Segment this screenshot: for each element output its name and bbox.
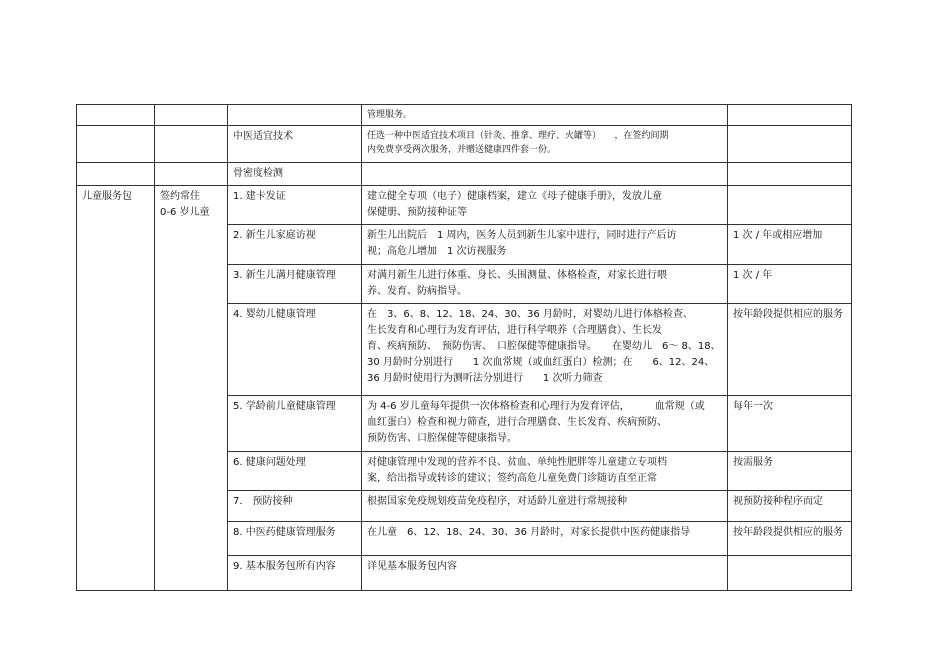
frequency-cell [728,163,852,186]
item-cell: 1. 建卡发证 [228,186,362,225]
frequency-cell [728,105,852,126]
item-cell: 6. 健康问题处理 [228,452,362,491]
content-cell [362,304,728,396]
content-cell [362,186,728,225]
content-cell [362,126,728,163]
content-line: 根据国家免疫规划疫苗免疫程序，对适龄儿童进行常规接种 [367,496,627,507]
content-line: 生长发育和心理行为发育评估，进行科学喂养（合理膳食）、生长发 [367,325,662,336]
content-line: 新生儿出院后 1 周内，医务人员到新生儿家中进行，同时进行产后访 [367,230,677,241]
package-cell [77,163,155,186]
frequency-cell: 按需服务 [728,452,852,491]
frequency-cell: 每年一次 [728,396,852,452]
content-cell [362,556,728,591]
frequency-cell [728,186,852,225]
item-cell: 7. 预防接种 [228,491,362,522]
target-cell [155,126,228,163]
item-cell: 3. 新生儿满月健康管理 [228,265,362,304]
content-line: 养、发育、防病指导。 [367,286,467,297]
content-line: 对满月新生儿进行体重、身长、头围测量、体格检查，对家长进行喂 [367,270,667,281]
content-line: 任选一种中医适宜技术项目（针灸、推拿、理疗、火罐等） ，在签约间期 [367,131,669,141]
content-cell [362,452,728,491]
content-cell [362,265,728,304]
item-cell: 骨密度检测 [228,163,362,186]
content-line: 详见基本服务包内容 [367,561,457,572]
frequency-cell: 视预防接种程序而定 [728,491,852,522]
content-line: 育、疾病预防、 预防伤害、 口腔保健等健康指导。 在婴幼儿 6～ 8、18、 [367,341,721,352]
content-line: 在 3、6、8、12、18、24、30、36 月龄时，对婴幼儿进行体格检查、 [367,309,693,320]
item-cell: 中医适宜技术 [228,126,362,163]
content-cell [362,225,728,265]
content-line: 管理服务。 [367,110,413,120]
frequency-cell: 按年龄段提供相应的服务 [728,522,852,556]
item-cell: 2. 新生儿家庭访视 [228,225,362,265]
target-cell [155,163,228,186]
item-cell: 5. 学龄前儿童健康管理 [228,396,362,452]
content-line: 为 4-6 岁儿童每年提供一次体格检查和心理行为发育评估， 血常规（或 [367,401,705,412]
target-line: 签约常住 [160,191,200,202]
content-line: 内免费享受两次服务，并赠送健康四件套一份。 [367,145,557,155]
content-cell [362,105,728,126]
item-cell [228,105,362,126]
item-cell: 9. 基本服务包所有内容 [228,556,362,591]
content-cell [362,522,728,556]
content-line: 建立健全专项（电子）健康档案，建立《母子健康手册》，发放儿童 [367,191,662,202]
frequency-cell [728,556,852,591]
content-cell [362,396,728,452]
package-cell: 儿童服务包 [77,186,155,591]
content-line: 血红蛋白）检查和视力筛查，进行合理膳食、生长发育、疾病预防、 [367,417,667,428]
package-cell [77,126,155,163]
table-row [77,186,852,225]
content-line: 视；高危儿增加 1 次访视服务 [367,246,507,257]
item-cell: 4. 婴幼儿健康管理 [228,304,362,396]
content-cell [362,163,728,186]
content-cell [362,491,728,522]
frequency-cell: 1 次 / 年或相应增加 [728,225,852,265]
content-line: 在儿童 6、12、18、24、30、36 月龄时，对家长提供中医药健康指导 [367,527,691,538]
target-cell [155,186,228,591]
content-line: 30 月龄时分别进行 1 次血常规（或血红蛋白）检测；在 6、12、24、 [367,357,715,368]
table-row [77,163,852,186]
table-row [77,126,852,163]
service-package-table [76,104,852,591]
content-line: 预防伤害、口腔保健等健康指导。 [367,433,517,444]
target-line: 0-6 岁儿童 [160,207,210,218]
content-line: 36 月龄时使用行为测听法分别进行 1 次听力筛查 [367,373,603,384]
table-row [77,105,852,126]
frequency-cell [728,126,852,163]
package-cell [77,105,155,126]
frequency-cell: 按年龄段提供相应的服务 [728,304,852,396]
frequency-cell: 1 次 / 年 [728,265,852,304]
content-line: 保健册、预防接种证等 [367,207,467,218]
content-line: 对健康管理中发现的营养不良、贫血、单纯性肥胖等儿童建立专项档 [367,457,667,468]
content-line: 案，给出指导或转诊的建议；签约高危儿童免费门诊随访直至正常 [367,473,657,484]
target-cell [155,105,228,126]
item-cell: 8. 中医药健康管理服务 [228,522,362,556]
